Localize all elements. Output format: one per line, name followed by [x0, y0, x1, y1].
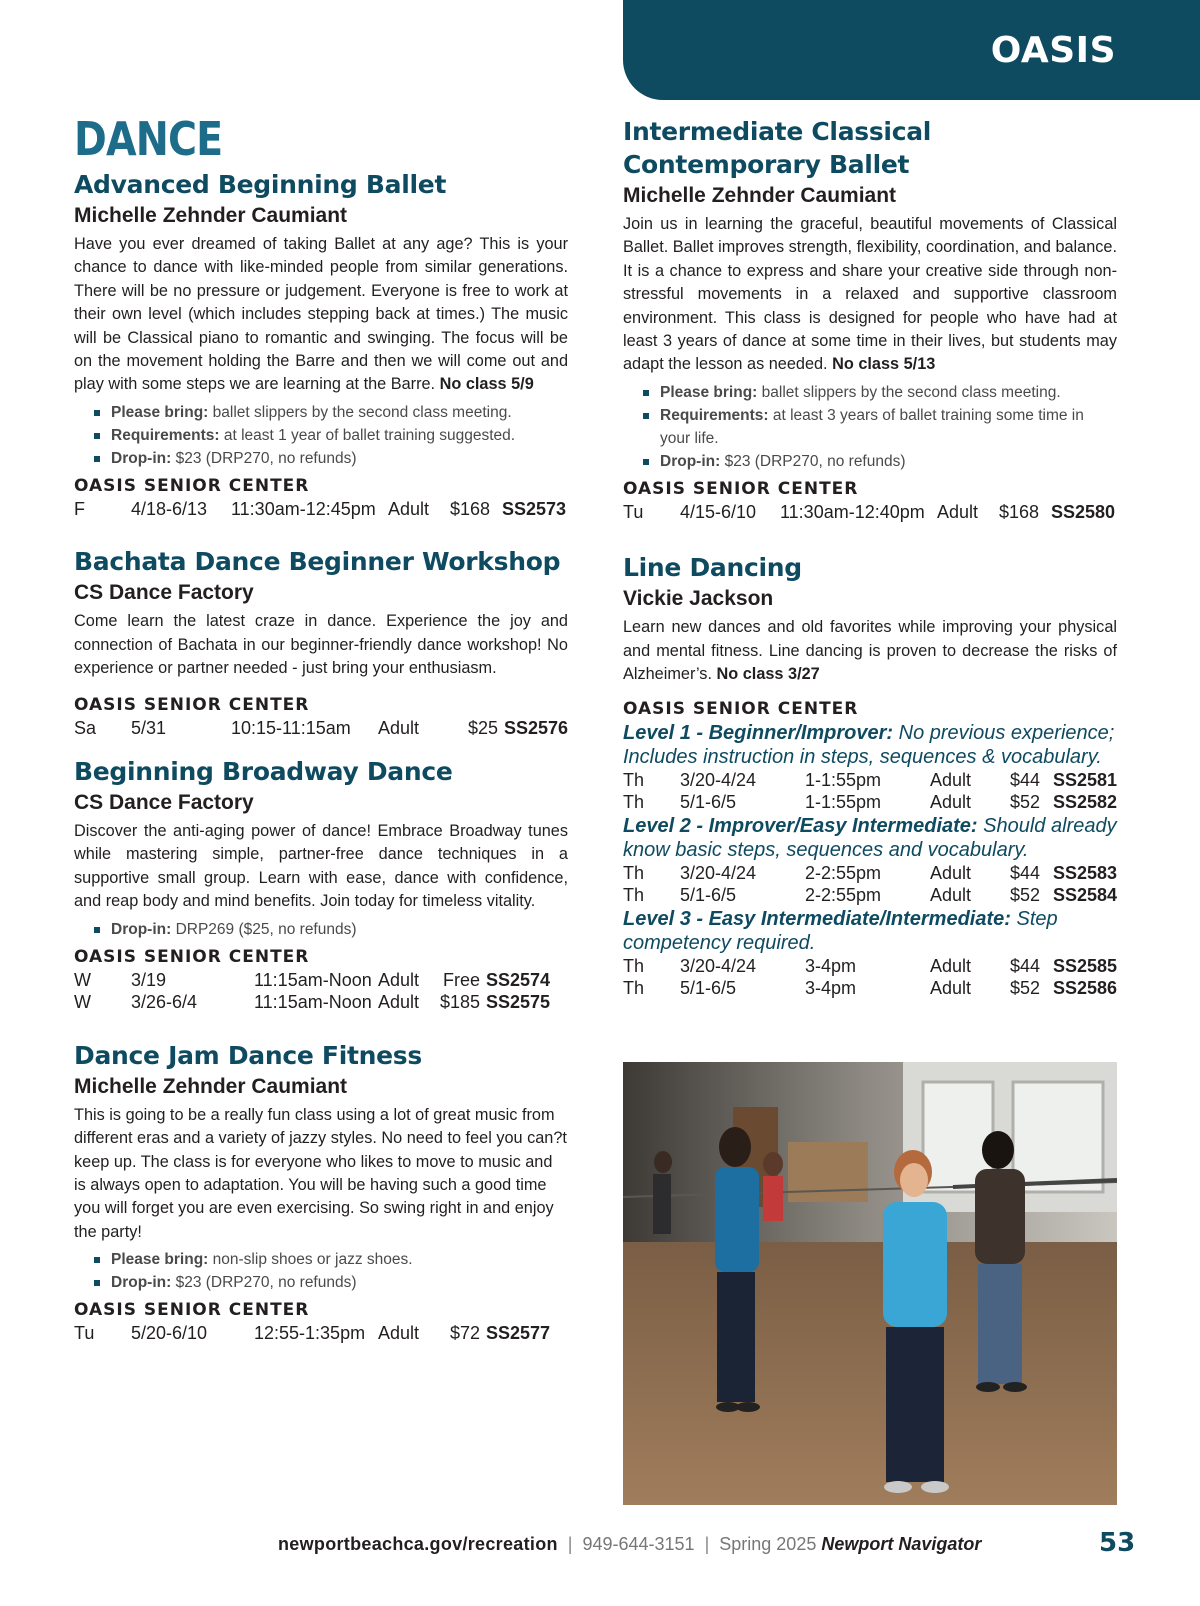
- course-bullets: [94, 401, 568, 470]
- course-description: This is going to be a really fun class using a lot of great music from different eras and a variety of jazzy styles. No need to feel you can?t keep up. The class is for everyone who likes to move to music and is always open to adaptation. You will be having such a good time you will forget you are even exercising. So swing right in and enjoy the party!: [74, 1105, 567, 1241]
- venue-label: OASIS SENIOR CENTER: [74, 694, 310, 715]
- bullet-item: Drop-in: $23 (DRP270, no refunds): [94, 1271, 568, 1294]
- course-instructor: Michelle Zehnder Caumiant: [74, 1074, 348, 1098]
- footer-separator: |: [567, 1534, 573, 1554]
- schedule-row: Th 3/20-4/24 3-4pm Adult $44 SS2585: [623, 955, 1118, 976]
- course-description: Have you ever dreamed of taking Ballet at any age? This is your chance to dance with like-minded people from similar generations. There will be no pressure or judgement. Everyone is free to work at their own level (which includes stepping back at times.) The music will be Classical piano to romantic and swinging. The focus will be on the movement holding the Barre and then we will come out and play with some steps we are learning at the Barre. No class 5/9: [74, 235, 568, 394]
- no-class-note: No class 5/13: [832, 355, 936, 374]
- schedule-row: Sa 5/31 10:15-11:15am Adult $25 SS2576: [74, 717, 569, 738]
- course-instructor: Michelle Zehnder Caumiant: [74, 204, 348, 227]
- schedule-row: Th 5/1-6/5 3-4pm Adult $52 SS2586: [623, 978, 1118, 999]
- venue-label: OASIS SENIOR CENTER: [74, 1300, 310, 1321]
- schedule-row: Tu 5/20-6/10 12:55-1:35pm Adult $72 SS2577: [74, 1323, 551, 1344]
- course-dance-jam: [74, 1039, 568, 1345]
- bullet-item: Drop-in: $23 (DRP270, no refunds): [643, 450, 1117, 473]
- schedule-row: Tu 4/15-6/10 11:30am-12:40pm Adult $168 SS2580: [623, 501, 1116, 522]
- bullet-item: Requirements: at least 3 years of ballet training some time in your life.: [643, 404, 1117, 450]
- footer-season: Spring 2025: [719, 1534, 817, 1554]
- course-beginning-broadway: [74, 755, 568, 1014]
- course-title: Dance Jam Dance Fitness: [74, 1040, 422, 1070]
- course-bullets: [94, 1248, 568, 1294]
- course-bullets: [643, 381, 1117, 473]
- course-intermediate-ballet: [623, 115, 1117, 523]
- footer-magazine: Newport Navigator: [821, 1534, 982, 1554]
- bullet-item: Drop-in: DRP269 ($25, no refunds): [94, 918, 568, 941]
- level-heading: Level 1 - Beginner/Improver: No previous experience; Includes instruction in steps, sequences & vocabulary.: [623, 721, 1115, 768]
- course-title-line1: Intermediate Classical: [623, 117, 932, 146]
- course-title: Line Dancing: [623, 553, 802, 583]
- footer: [278, 1534, 1058, 1555]
- course-instructor: Michelle Zehnder Caumiant: [623, 184, 897, 207]
- course-bachata-workshop: [74, 545, 568, 739]
- course-instructor: CS Dance Factory: [74, 791, 254, 815]
- course-line-dancing: [623, 551, 1117, 999]
- no-class-note: No class 3/27: [716, 665, 820, 684]
- venue-label: OASIS SENIOR CENTER: [74, 946, 310, 967]
- course-description: Come learn the latest craze in dance. Experience the joy and connection of Bachata in our beginner-friendly dance workshop! No experience or partner needed - just bring your enthusiasm.: [74, 612, 568, 678]
- schedule-row: Th 3/20-4/24 1-1:55pm Adult $44 SS2581: [623, 769, 1118, 790]
- page-number: 53: [1099, 1528, 1136, 1558]
- course-instructor: Vickie Jackson: [623, 587, 774, 611]
- course-description: Learn new dances and old favorites while improving your physical and mental fitness. Line dancing is proven to decrease the risks of Alzheimer’s. No class 3/27: [623, 618, 1117, 684]
- dance-class-photo: [623, 1062, 1117, 1505]
- course-title-line2: Contemporary Ballet: [623, 150, 910, 179]
- level-heading: Level 2 - Improver/Easy Intermediate: Should already know basic steps, sequences and vocabulary.: [623, 814, 1117, 861]
- venue-label: OASIS SENIOR CENTER: [623, 698, 859, 719]
- footer-url[interactable]: newportbeachca.gov/recreation: [278, 1534, 558, 1554]
- course-advanced-beginning-ballet: [74, 168, 568, 520]
- schedule-row: Th 5/1-6/5 1-1:55pm Adult $52 SS2582: [623, 792, 1118, 813]
- footer-separator: |: [704, 1534, 710, 1554]
- left-column: [74, 112, 568, 1345]
- bullet-item: Please bring: ballet slippers by the second class meeting.: [643, 381, 1117, 404]
- right-column: [623, 115, 1117, 1000]
- course-title: Advanced Beginning Ballet: [74, 170, 447, 199]
- course-description: Discover the anti-aging power of dance! Embrace Broadway tunes while mastering simple, partner-free dance techniques in a supportive small group. Learn with ease, dance with confidence, and reap body and mind benefits. Join today for timeless vitality.: [74, 822, 568, 911]
- venue-label: OASIS SENIOR CENTER: [74, 475, 310, 496]
- schedule-row: Th 5/1-6/5 2-2:55pm Adult $52 SS2584: [623, 885, 1118, 906]
- course-title: Beginning Broadway Dance: [74, 757, 453, 787]
- schedule-row: W 3/19 11:15am-Noon Adult Free SS2574: [74, 969, 551, 990]
- course-description: Join us in learning the graceful, beautiful movements of Classical Ballet. Ballet improves strength, flexibility, coordination, and balance. It is a chance to express and share your creative side through non-stressful movements in a relaxed and supportive classroom environment. This class is designed for people who have had at least 3 years of dance at some time in their lives, but students may adapt the lesson as needed. No class 5/13: [623, 215, 1117, 374]
- header-title: OASIS: [990, 30, 1116, 71]
- course-bullets: [94, 918, 568, 941]
- header-tab: [623, 0, 1200, 100]
- schedule-row: W 3/26-6/4 11:15am-Noon Adult $185 SS2575: [74, 992, 551, 1013]
- schedule-row: F 4/18-6/13 11:30am-12:45pm Adult $168 SS2573: [74, 498, 567, 519]
- venue-label: OASIS SENIOR CENTER: [623, 478, 859, 499]
- bullet-item: Requirements: at least 1 year of ballet training suggested.: [94, 424, 568, 447]
- no-class-note: No class 5/9: [439, 375, 534, 394]
- bullet-item: Please bring: non-slip shoes or jazz shoes.: [94, 1248, 568, 1271]
- bullet-item: Please bring: ballet slippers by the second class meeting.: [94, 401, 568, 424]
- footer-phone: 949-644-3151: [582, 1534, 695, 1554]
- course-title: Bachata Dance Beginner Workshop: [74, 547, 561, 577]
- schedule-row: Th 3/20-4/24 2-2:55pm Adult $44 SS2583: [623, 862, 1118, 883]
- section-title: DANCE: [74, 112, 223, 166]
- bullet-item: Drop-in: $23 (DRP270, no refunds): [94, 447, 568, 470]
- level-heading: Level 3 - Easy Intermediate/Intermediate: Step competency required.: [623, 907, 1058, 954]
- course-instructor: CS Dance Factory: [74, 581, 254, 605]
